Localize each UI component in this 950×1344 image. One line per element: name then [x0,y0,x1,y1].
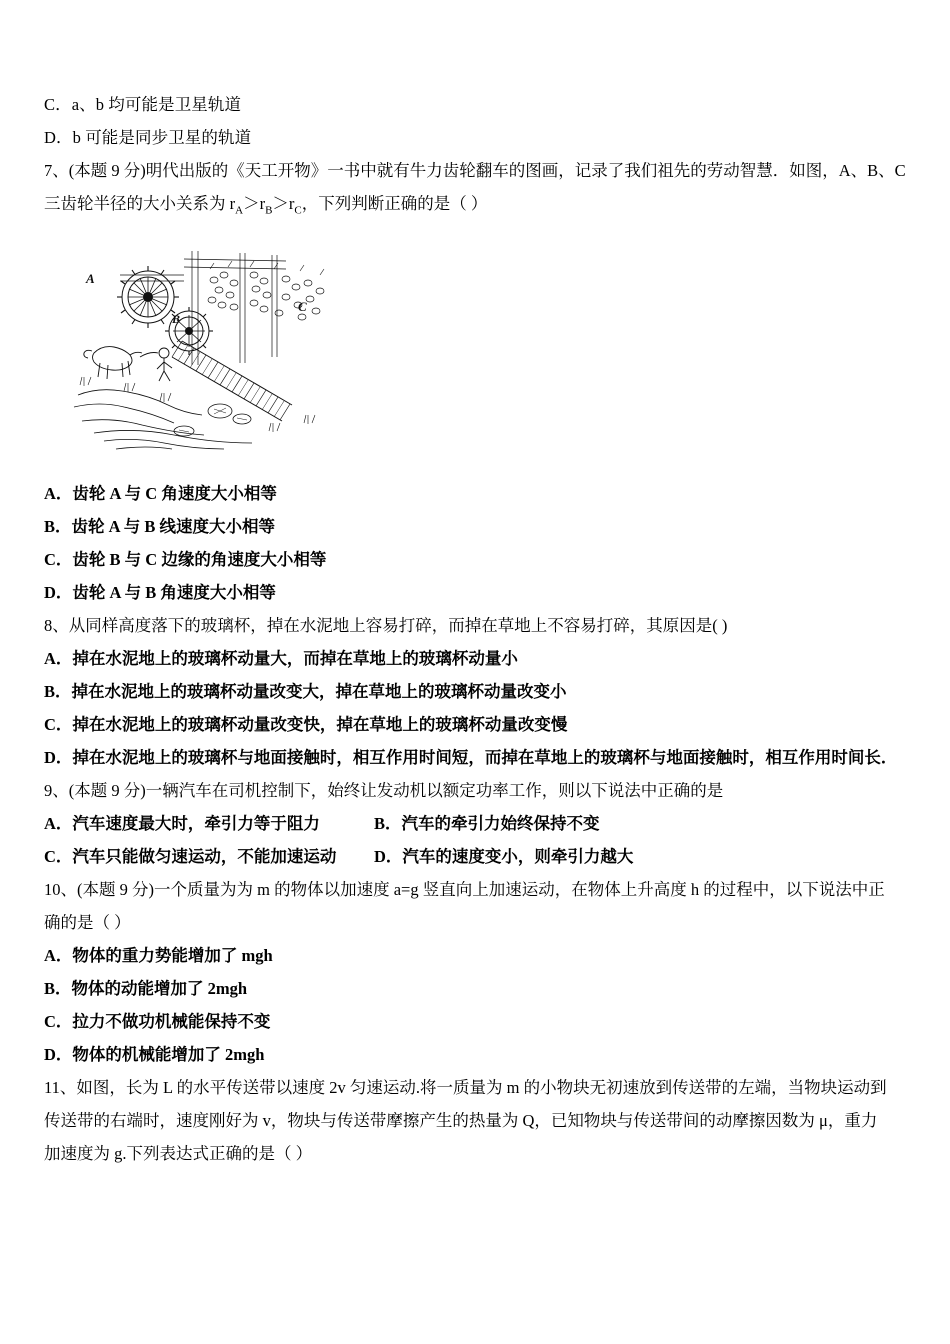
q7-stem-d: ，下列判断正确的是（ ） [301,194,488,213]
question-9-option-c: C．汽车只能做匀速运动，不能加速运动 [44,847,337,867]
page-content [44,88,906,1170]
q7-sub-c: C [294,204,302,217]
question-8-option-a: A．掉在水泥地上的玻璃杯动量大，而掉在草地上的玻璃杯动量小 [44,649,518,669]
question-9-option-b: B．汽车的牵引力始终保持不变 [374,814,600,834]
question-9-option-a: A．汽车速度最大时，牵引力等于阻力 [44,814,320,834]
question-10-option-d: D．物体的机械能增加了 2mgh [44,1045,265,1065]
question-7-option-b: B．齿轮 A 与 B 线速度大小相等 [44,517,276,537]
question-10-option-c: C．拉力不做功机械能保持不变 [44,1012,271,1032]
option-c-satellite: C．a、b 均可能是卫星轨道 [44,95,242,114]
question-8 [44,609,906,774]
question-10-stem-line2: 确的是（ ） [44,913,131,933]
question-9-options-row-1 [44,807,906,840]
q7-sub-a: A [235,204,244,217]
illustration-svg [64,245,354,455]
question-11-line2: 传送带的右端时，速度刚好为 v，物块与传送带摩擦产生的热量为 Q，已知物块与传送带间的动摩擦因数为 μ，重力 [44,1111,878,1131]
question-10 [44,873,906,1071]
question-10-option-a: A．物体的重力势能增加了 mgh [44,946,273,966]
question-7-option-a: A．齿轮 A 与 C 角速度大小相等 [44,484,277,504]
question-10-option-b: B．物体的动能增加了 2mgh [44,979,248,999]
option-d-satellite: D．b 可能是同步卫星的轨道 [44,128,252,147]
question-7-stem-line1: 7、(本题 9 分)明代出版的《天工开物》一书中就有牛力齿轮翻车的图画，记录了我们祖先的劳动智慧．如图，A、B、C [44,161,906,180]
figure-label-c: C [298,299,307,315]
question-10-stem-line1: 10、(本题 9 分)一个质量为为 m 的物体以加速度 a=g 竖直向上加速运动，在物体上升高度 h 的过程中，以下说法中正 [44,880,885,900]
question-9-stem: 9、(本题 9 分)一辆汽车在司机控制下，始终让发动机以额定功率工作，则以下说法中正确的是 [44,781,724,801]
question-7-option-c: C．齿轮 B 与 C 边缘的角速度大小相等 [44,550,327,570]
question-8-option-c: C．掉在水泥地上的玻璃杯动量改变快，掉在草地上的玻璃杯动量改变慢 [44,715,568,735]
q7-stem-b: ＞r [243,194,266,213]
question-11-line3: 加速度为 g.下列表达式正确的是（ ） [44,1144,313,1164]
question-9 [44,774,906,873]
question-9-option-d: D．汽车的速度变小，则牵引力越大 [374,847,634,867]
question-11 [44,1071,906,1170]
question-8-option-b: B．掉在水泥地上的玻璃杯动量改变大，掉在草地上的玻璃杯动量改变小 [44,682,567,702]
question-7-option-d: D．齿轮 A 与 B 角速度大小相等 [44,583,276,603]
question-7-figure-wrap [64,245,906,477]
question-8-stem: 8、从同样高度落下的玻璃杯，掉在水泥地上容易打碎，而掉在草地上不容易打碎，其原因是( ) [44,616,728,636]
figure-label-a: A [86,271,95,287]
question-7-stem-line2 [44,187,906,227]
q7-stem-c: ＞r [272,194,295,213]
tiangong-kaiwu-illustration [64,245,354,455]
question-8-option-d: D．掉在水泥地上的玻璃杯与地面接触时，相互作用时间短，而掉在草地上的玻璃杯与地面接触时，相互作用时间长． [44,748,898,768]
question-7 [44,154,906,609]
q7-stem-a: 三齿轮半径的大小关系为 r [44,194,236,213]
question-9-options-row-2 [44,840,906,873]
figure-label-b: B [172,312,181,327]
q7-sub-b: B [265,204,273,217]
question-11-line1: 11、如图，长为 L 的水平传送带以速度 2v 匀速运动.将一质量为 m 的小物块无初速放到传送带的左端，当物块运动到 [44,1078,887,1098]
